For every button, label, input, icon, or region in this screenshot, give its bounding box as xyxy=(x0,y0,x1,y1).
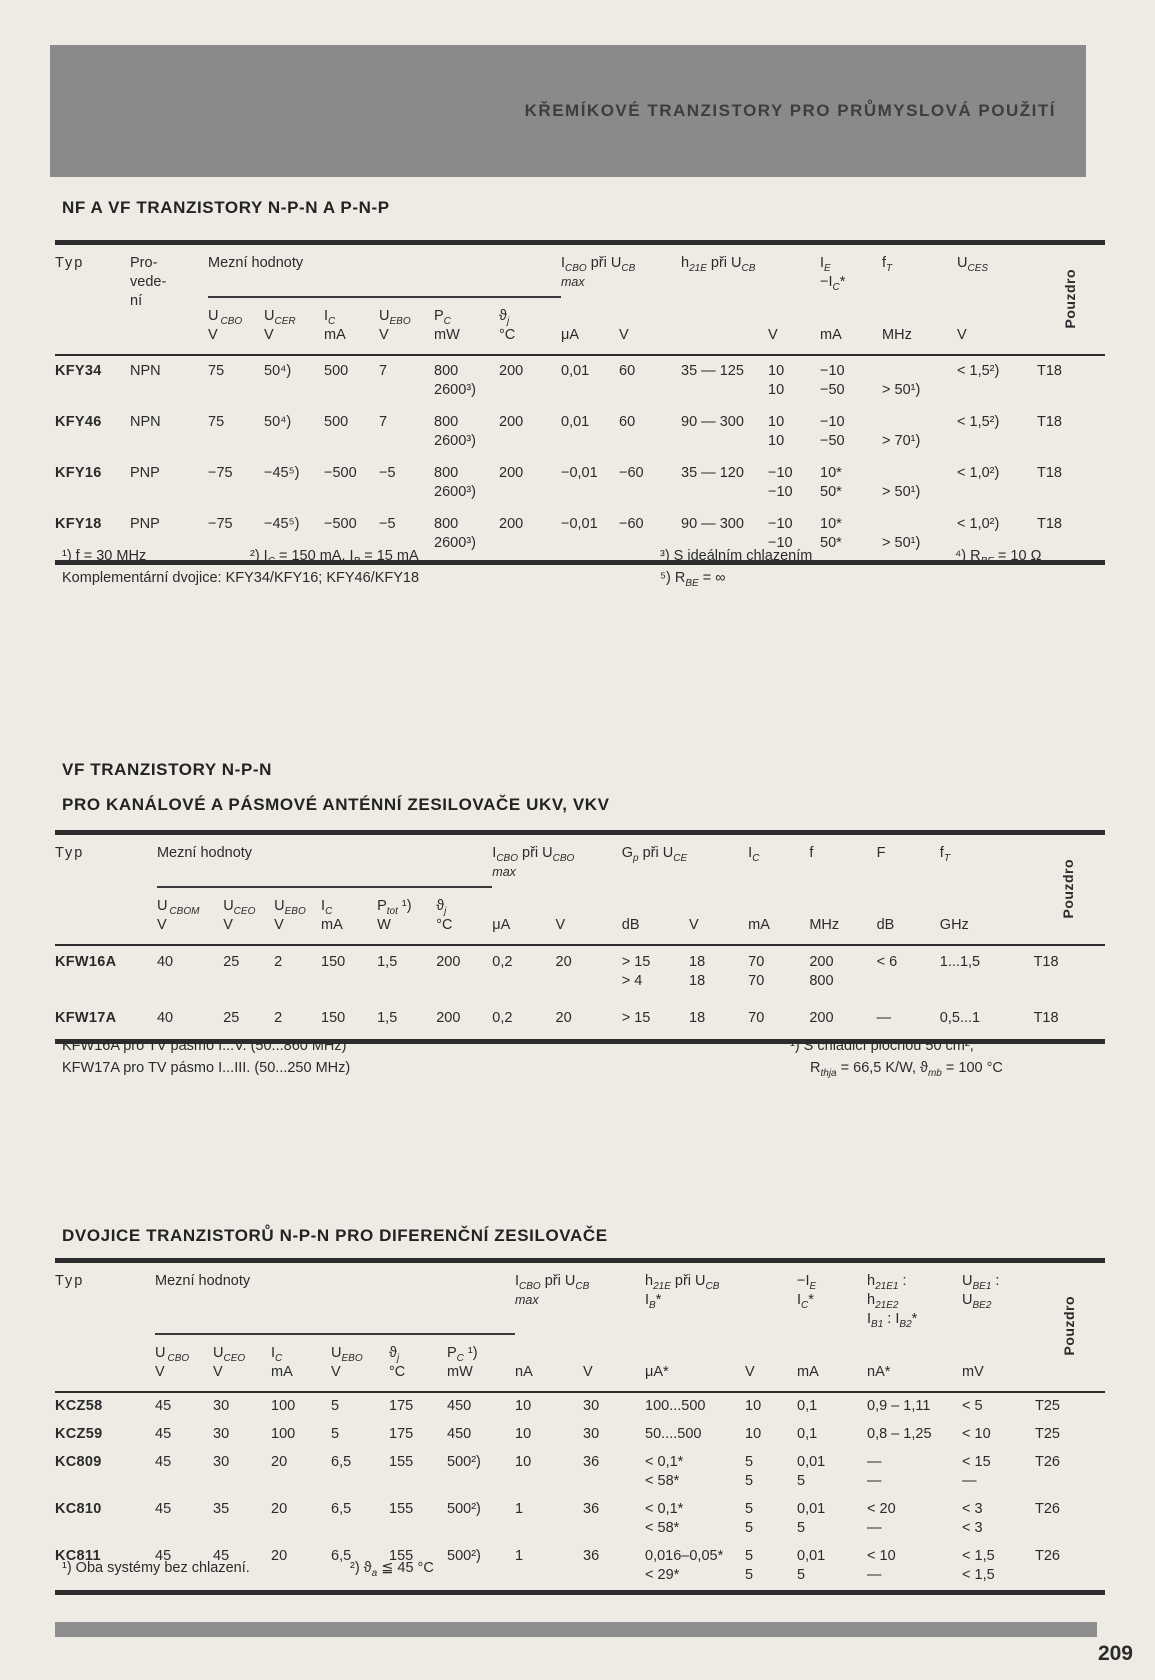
data-cell: 36 xyxy=(583,1548,600,1564)
banner-title: KŘEMÍKOVÉ TRANZISTORY PRO PRŮMYSLOVÁ POUŽITÍ xyxy=(524,101,1056,120)
data-cell: 150 xyxy=(321,954,346,970)
data-cell: 45 xyxy=(155,1398,172,1414)
data-cell: 0,01 5 xyxy=(797,1548,826,1583)
data-cell: 7 xyxy=(379,414,388,430)
data-cell: T26 xyxy=(1035,1501,1061,1517)
footnote: ²) $ϑ_a$ ≦ 45 °C xyxy=(350,1560,434,1579)
data-cell: 70 70 xyxy=(748,954,765,989)
data-cell: −0,01 xyxy=(561,465,598,481)
footnote: ¹) f = 30 MHz xyxy=(62,548,147,564)
unit-cell: nA xyxy=(515,1364,533,1380)
data-cell: 100 xyxy=(271,1398,296,1414)
data-cell: 30 xyxy=(213,1454,230,1470)
header-cell: F xyxy=(876,845,886,861)
data-cell: 35 xyxy=(213,1501,230,1517)
data-cell: −10 −10 xyxy=(768,465,793,500)
data-cell: 175 xyxy=(389,1398,414,1414)
unit-cell: $U_{EBO}$ V xyxy=(379,308,411,343)
header-cell: Typ xyxy=(55,845,85,861)
type-cell: KC811 xyxy=(55,1548,101,1564)
data-cell: 0,016–0,05* < 29* xyxy=(645,1548,724,1583)
data-cell: 6,5 xyxy=(331,1454,352,1470)
section2-title-line2: PRO KANÁLOVÉ A PÁSMOVÉ ANTÉNNÍ ZESILOVAČE UKV, VKV xyxy=(62,795,610,814)
data-cell: 500 xyxy=(324,363,349,379)
data-cell: < 0,1* < 58* xyxy=(645,1501,684,1536)
data-cell: 0,9 – 1,11 xyxy=(867,1398,931,1414)
section1-footnotes xyxy=(62,546,1122,594)
header-cell: $U_{CES}$ xyxy=(957,255,989,274)
footnote: ⁴) $R_{BE} = 10$ Ω xyxy=(955,548,1042,567)
footnote: ³) S ideálním chlazením xyxy=(660,548,813,564)
header-cell: $h_{21E}$ při $U_{CB}$ xyxy=(681,255,756,274)
data-cell: −60 xyxy=(619,516,644,532)
unit-cell: GHz xyxy=(939,917,969,933)
footnote: KFW17A pro TV pásmo I...III. (50...250 MHz) xyxy=(62,1060,351,1076)
data-cell: 800 2600³) xyxy=(434,363,476,398)
section1-title: NF A VF TRANZISTORY N-P-N A P-N-P xyxy=(62,198,390,217)
unit-cell: mV xyxy=(962,1364,984,1380)
unit-cell: $ϑ_j$ °C xyxy=(499,308,516,343)
data-cell: — — xyxy=(867,1454,882,1489)
data-cell: < 5 xyxy=(962,1398,983,1414)
footnote: ¹) S chladicí plochou 50 cm², xyxy=(790,1038,974,1054)
table-row xyxy=(55,458,1105,509)
header-cell: $I_{CBO}$ při $U_{CB}$ max xyxy=(561,255,636,289)
unit-cell: $U_{EBO}$ V xyxy=(274,898,306,933)
data-cell: < 1,0²) xyxy=(957,516,1000,532)
data-cell: 200 xyxy=(499,516,524,532)
data-cell: 10* 50* xyxy=(820,465,842,500)
data-cell: 0,5...1 xyxy=(939,1010,981,1026)
data-cell: 10 10 xyxy=(768,363,785,398)
unit-cell: $ϑ_j$ °C xyxy=(389,1345,406,1380)
data-cell: 150 xyxy=(321,1010,346,1026)
section2-title xyxy=(62,752,610,822)
unit-cell: $U_{CEO}$ V xyxy=(213,1345,246,1380)
data-cell: 20 xyxy=(271,1454,288,1470)
data-cell: 155 xyxy=(389,1501,414,1517)
type-cell: KFY46 xyxy=(55,414,102,430)
unit-cell: dB xyxy=(621,917,640,933)
table-npn-differential-pairs xyxy=(55,1258,1105,1595)
data-cell: −75 xyxy=(208,516,233,532)
data-cell: 90 — 300 xyxy=(681,516,744,532)
data-cell: 30 xyxy=(583,1426,600,1442)
footnote: ¹) Oba systémy bez chlazení. xyxy=(62,1560,250,1576)
header-cell: $f_T$ xyxy=(882,255,893,274)
section2-footnotes xyxy=(62,1036,1122,1084)
data-cell: 200 xyxy=(499,363,524,379)
data-cell: 20 xyxy=(555,954,572,970)
data-cell: 60 xyxy=(619,363,636,379)
header-cell-rotated: Pouzdro xyxy=(1060,1296,1077,1356)
unit-cell: $U_{EBO}$ V xyxy=(331,1345,363,1380)
type-cell: KFY16 xyxy=(55,465,102,481)
unit-cell: V xyxy=(583,1364,593,1380)
data-cell: 2 xyxy=(274,954,283,970)
header-cell: $I_{CBO}$ při $U_{CBO}$ max xyxy=(492,845,575,879)
header-cell: $h_{21E}$ při $U_{CB}$ $I_B*$ xyxy=(645,1273,720,1311)
data-cell: < 6 xyxy=(876,954,898,970)
page-number: 209 xyxy=(1097,1642,1133,1665)
data-cell: < 1,5 < 1,5 xyxy=(962,1548,995,1583)
data-cell: < 10 — xyxy=(867,1548,896,1583)
type-cell: KFW17A xyxy=(55,1010,117,1026)
data-cell: 100...500 xyxy=(645,1398,706,1414)
data-cell: 0,01 xyxy=(561,414,590,430)
header-cell: Typ xyxy=(55,255,85,271)
unit-cell: $I_C$ mA xyxy=(321,898,343,933)
type-cell: KC809 xyxy=(55,1454,102,1470)
unit-cell: $I_C$ mA xyxy=(324,308,346,343)
data-cell: −500 xyxy=(324,516,357,532)
data-cell: 0,01 5 xyxy=(797,1501,826,1536)
data-cell: > 70¹) xyxy=(882,433,921,449)
data-cell: 2 xyxy=(274,1010,283,1026)
units-row xyxy=(55,887,1105,945)
data-cell: 450 xyxy=(447,1426,472,1442)
data-cell: 200 xyxy=(436,954,461,970)
data-cell: 50⁴) xyxy=(264,363,292,379)
footnote: $R_{thja} = 66,5$ K/W, $ϑ_{mb} = 100$ °C xyxy=(810,1060,1003,1079)
data-cell: −60 xyxy=(619,465,644,481)
unit-cell: $ϑ_j$ °C xyxy=(436,898,453,933)
header-cell: $I_C$ xyxy=(748,845,760,864)
unit-cell: MHz xyxy=(882,327,912,343)
data-cell: 5 xyxy=(331,1398,340,1414)
data-cell: 30 xyxy=(213,1398,230,1414)
data-cell: < 10 xyxy=(962,1426,991,1442)
data-cell: 90 — 300 xyxy=(681,414,744,430)
unit-cell xyxy=(681,297,768,355)
footer-bar xyxy=(55,1622,1097,1637)
data-cell: 155 xyxy=(389,1454,414,1470)
unit-cell: $P_C$ mW xyxy=(434,308,460,343)
data-cell: 500²) xyxy=(447,1501,481,1517)
data-cell: 45 xyxy=(155,1426,172,1442)
data-cell: < 20 — xyxy=(867,1501,896,1536)
header-cell: $h_{21E1}$ : $h_{21E2}$ $I_{B1}$ : $I_{B2}*$ xyxy=(867,1273,918,1330)
data-cell: NPN xyxy=(130,414,161,430)
data-cell: T18 xyxy=(1037,363,1063,379)
data-cell: T18 xyxy=(1033,954,1059,970)
data-cell: 30 xyxy=(583,1398,600,1414)
units-row xyxy=(55,1334,1105,1392)
data-cell: 45 xyxy=(155,1548,172,1564)
data-cell: 800 2600³) xyxy=(434,414,476,449)
data-cell: T18 xyxy=(1033,1010,1059,1026)
unit-cell: nA* xyxy=(867,1364,891,1380)
header-cell: Typ xyxy=(55,1273,85,1289)
data-cell: 0,2 xyxy=(492,1010,513,1026)
unit-cell: μA xyxy=(492,917,511,933)
footnote: KFW16A pro TV pásmo I...V. (50...860 MHz) xyxy=(62,1038,347,1054)
data-cell: < 3 < 3 xyxy=(962,1501,983,1536)
table-row xyxy=(55,1392,1105,1421)
data-cell: 100 xyxy=(271,1426,296,1442)
data-cell: −10 −10 xyxy=(768,516,793,551)
header-cell: Mezní hodnoty xyxy=(157,833,492,888)
table-row xyxy=(55,945,1105,1002)
unit-cell: $U_{CEO}$ V xyxy=(223,898,256,933)
data-cell: 10 xyxy=(745,1398,762,1414)
footnote: Komplementární dvojice: KFY34/KFY16; KFY46/KFY18 xyxy=(62,570,420,586)
table-row xyxy=(55,1421,1105,1449)
data-cell: — xyxy=(876,1010,892,1026)
data-cell: −10 −50 xyxy=(820,363,845,398)
header-cell-rotated: Pouzdro xyxy=(1061,268,1078,329)
unit-cell: $U_{CBO}$ V xyxy=(208,308,243,343)
table-nf-vf-transistors xyxy=(55,240,1105,565)
unit-cell: MHz xyxy=(809,917,840,933)
data-cell: 45 xyxy=(155,1454,172,1470)
data-cell: 200 xyxy=(436,1010,461,1026)
unit-cell: dB xyxy=(876,917,895,933)
unit-cell: $U_{CER}$ V xyxy=(264,308,296,343)
data-cell: 1,5 xyxy=(377,1010,398,1026)
header-cell: $G_p$ při $U_{CE}$ xyxy=(621,845,688,864)
data-cell: 36 xyxy=(583,1454,600,1470)
unit-cell: V xyxy=(957,327,967,343)
data-cell: > 50¹) xyxy=(882,484,921,500)
table-row xyxy=(55,1496,1105,1543)
header-cell: $I_E$ $-I_C*$ xyxy=(820,255,846,293)
unit-cell: V xyxy=(689,917,699,933)
data-cell: −5 xyxy=(379,465,396,481)
data-cell: 40 xyxy=(156,1010,174,1026)
header-cell: Mezní hodnoty xyxy=(208,243,561,298)
data-cell: 75 xyxy=(208,363,225,379)
data-cell: −45⁵) xyxy=(264,465,300,481)
data-cell: 10 xyxy=(515,1454,532,1470)
data-cell: 450 xyxy=(447,1398,472,1414)
header-cell: $I_{CBO}$ při $U_{CB}$ max xyxy=(515,1273,590,1307)
data-cell: 1,5 xyxy=(377,954,398,970)
data-cell: T26 xyxy=(1035,1548,1061,1564)
data-cell: 25 xyxy=(223,954,240,970)
data-cell: 20 xyxy=(555,1010,572,1026)
data-cell: 45 xyxy=(213,1548,230,1564)
data-cell: 36 xyxy=(583,1501,600,1517)
data-cell: 50⁴) xyxy=(264,414,292,430)
footnote: ⁵) $R_{BE}$ = ∞ xyxy=(660,570,726,589)
data-cell: 18 18 xyxy=(689,954,706,989)
footnote: ²) $I_C = 150$ mA, $I_B = 15$ mA xyxy=(250,548,419,567)
table-row xyxy=(55,1449,1105,1496)
header-cell: $U_{BE1}$ : $U_{BE2}$ xyxy=(962,1273,1000,1311)
type-cell: KC810 xyxy=(55,1501,102,1517)
data-cell: 0,8 – 1,25 xyxy=(867,1426,932,1442)
data-cell: 10 xyxy=(515,1426,532,1442)
unit-cell: V xyxy=(745,1364,755,1380)
data-cell: NPN xyxy=(130,363,161,379)
table-row xyxy=(55,355,1105,407)
data-cell: 0,1 xyxy=(797,1426,818,1442)
data-cell: PNP xyxy=(130,516,160,532)
data-cell: 200 xyxy=(499,465,524,481)
header-banner xyxy=(50,45,1086,177)
data-cell: T25 xyxy=(1035,1398,1061,1414)
unit-cell: mA xyxy=(797,1364,819,1380)
data-cell: > 15 > 4 xyxy=(621,954,651,989)
type-cell: KFY18 xyxy=(55,516,102,532)
data-cell: 5 5 xyxy=(745,1548,754,1583)
data-cell: 175 xyxy=(389,1426,414,1442)
data-cell: 18 xyxy=(689,1010,706,1026)
data-cell: 5 5 xyxy=(745,1501,754,1536)
data-cell: 10 10 xyxy=(768,414,785,449)
header-row xyxy=(55,1261,1105,1335)
data-cell: 50....500 xyxy=(645,1426,702,1442)
data-cell: 500 xyxy=(324,414,349,430)
data-cell: 70 xyxy=(748,1010,765,1026)
data-cell: 800 2600³) xyxy=(434,465,476,500)
data-cell: 200 xyxy=(809,1010,834,1026)
unit-cell: V xyxy=(768,327,778,343)
data-cell: 0,1 xyxy=(797,1398,818,1414)
data-cell: < 1,5²) xyxy=(957,363,1000,379)
units-row xyxy=(55,297,1105,355)
unit-cell: $P_C$ ¹) mW xyxy=(447,1345,478,1380)
data-cell: 6,5 xyxy=(331,1548,352,1564)
data-cell: −10 −50 xyxy=(820,414,845,449)
type-cell: KCZ59 xyxy=(55,1426,103,1442)
type-cell: KFW16A xyxy=(55,954,117,970)
data-cell: > 50¹) xyxy=(882,535,921,551)
header-cell: $f_T$ xyxy=(939,845,950,864)
data-cell: PNP xyxy=(130,465,160,481)
data-cell: 1...1,5 xyxy=(939,954,981,970)
section2-title-line1: VF TRANZISTORY N-P-N xyxy=(62,760,273,779)
data-cell: 5 xyxy=(331,1426,340,1442)
data-cell: 1 xyxy=(515,1548,524,1564)
data-cell: 0,01 5 xyxy=(797,1454,826,1489)
unit-cell: $I_C$ mA xyxy=(271,1345,293,1380)
data-cell: 40 xyxy=(156,954,174,970)
header-cell: f xyxy=(809,845,814,861)
data-cell: 200 xyxy=(499,414,524,430)
data-cell: 45 xyxy=(155,1501,172,1517)
data-cell: 1 xyxy=(515,1501,524,1517)
data-cell: 200 800 xyxy=(809,954,834,989)
unit-cell: $U_{CBOM}$ V xyxy=(156,898,200,933)
unit-cell: μA xyxy=(561,327,580,343)
data-cell: < 0,1* < 58* xyxy=(645,1454,684,1489)
data-cell: 75 xyxy=(208,414,225,430)
data-cell: −500 xyxy=(324,465,357,481)
data-cell: −0,01 xyxy=(561,516,598,532)
data-cell: T18 xyxy=(1037,414,1063,430)
type-cell: KCZ58 xyxy=(55,1398,103,1414)
type-cell: KFY34 xyxy=(55,363,102,379)
unit-cell: mA xyxy=(748,917,770,933)
data-cell: 25 xyxy=(223,1010,240,1026)
data-cell: 35 — 125 xyxy=(681,363,744,379)
data-cell: 60 xyxy=(619,414,636,430)
section3-footnotes xyxy=(62,1558,1122,1584)
data-cell: 5 5 xyxy=(745,1454,754,1489)
data-cell: T18 xyxy=(1037,465,1063,481)
unit-cell: μA* xyxy=(645,1364,669,1380)
data-cell: 30 xyxy=(213,1426,230,1442)
data-cell: 0,2 xyxy=(492,954,513,970)
data-cell: 155 xyxy=(389,1548,414,1564)
unit-cell: V xyxy=(555,917,566,933)
unit-cell: $P_{tot}$ ¹) W xyxy=(377,898,412,933)
data-cell: −75 xyxy=(208,465,233,481)
data-cell: 6,5 xyxy=(331,1501,352,1517)
unit-cell: V xyxy=(619,327,629,343)
data-cell: < 1,5²) xyxy=(957,414,1000,430)
header-cell: $-I_E$ $I_C*$ xyxy=(797,1273,817,1311)
data-cell: < 15 — xyxy=(962,1454,991,1489)
header-row xyxy=(55,243,1105,298)
data-cell: 800 2600³) xyxy=(434,516,476,551)
header-cell: Mezní hodnoty xyxy=(155,1261,515,1335)
data-cell: T18 xyxy=(1037,516,1063,532)
data-cell: 20 xyxy=(271,1501,288,1517)
unit-cell: mA xyxy=(820,327,842,343)
unit-cell: $U_{CBO}$ V xyxy=(155,1345,190,1380)
data-cell: 500²) xyxy=(447,1548,481,1564)
table-row xyxy=(55,407,1105,458)
data-cell: −5 xyxy=(379,516,396,532)
data-cell: 10 xyxy=(745,1426,762,1442)
data-cell: 20 xyxy=(271,1548,288,1564)
data-cell: 0,01 xyxy=(561,363,590,379)
table-vf-antenna-amplifier-transistors xyxy=(55,830,1105,1044)
data-cell: 10 xyxy=(515,1398,532,1414)
data-cell: 500²) xyxy=(447,1454,481,1470)
data-cell: > 15 xyxy=(621,1010,651,1026)
data-cell: < 1,0²) xyxy=(957,465,1000,481)
header-row xyxy=(55,833,1105,888)
data-cell: T26 xyxy=(1035,1454,1061,1470)
data-cell: T25 xyxy=(1035,1426,1061,1442)
header-cell-rotated: Pouzdro xyxy=(1059,858,1076,919)
data-cell: > 50¹) xyxy=(882,382,921,398)
section3-title: DVOJICE TRANZISTORŮ N-P-N PRO DIFERENČNÍ ZESILOVAČE xyxy=(62,1226,608,1245)
header-cell: Pro- vede- ní xyxy=(130,255,167,309)
data-cell: 10* 50* xyxy=(820,516,842,551)
data-cell: 35 — 120 xyxy=(681,465,744,481)
data-cell: 7 xyxy=(379,363,388,379)
data-cell: −45⁵) xyxy=(264,516,300,532)
